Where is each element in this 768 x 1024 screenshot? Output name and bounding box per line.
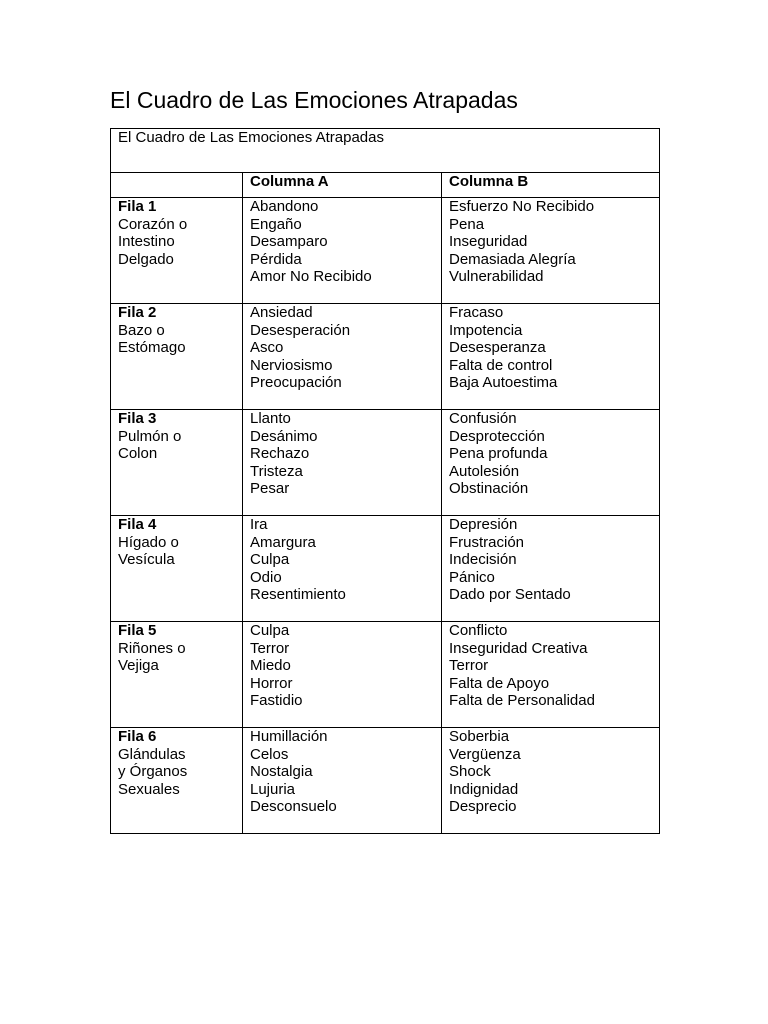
emotion-item: Pena [449, 215, 485, 233]
table-row [111, 728, 660, 834]
emotion-item: Indecisión [449, 551, 517, 568]
organ-text: Colon [118, 445, 158, 462]
emotion-item: Pánico [449, 568, 495, 586]
organ-text: Intestino [118, 233, 175, 250]
emotion-item: Ira [250, 516, 268, 533]
row-header-cell [111, 304, 243, 410]
organ-text: Bazo o [118, 321, 165, 339]
table-title: El Cuadro de Las Emociones Atrapadas [111, 129, 660, 173]
emotion-item: Horror [250, 674, 293, 692]
emotion-item: Dado por Sentado [449, 586, 571, 603]
organ-text: Corazón o [118, 215, 188, 233]
emotion-item: Desprecio [449, 798, 517, 815]
header-column-a: Columna A [243, 173, 442, 198]
organ-text: Vejiga [118, 657, 159, 674]
emotion-item: Desprotección [449, 427, 545, 445]
header-column-b: Columna B [442, 173, 660, 198]
organ-text: Sexuales [118, 780, 180, 798]
emotion-item: Soberbia [449, 728, 510, 745]
table-row [111, 304, 660, 410]
emotion-item: Falta de Apoyo [449, 674, 550, 692]
emotion-item: Terror [449, 657, 489, 674]
row-label: Fila 2 [118, 304, 157, 321]
column-b-cell [442, 198, 660, 304]
emotion-item: Vulnerabilidad [449, 268, 544, 285]
emotion-item: Engaño [250, 215, 302, 233]
emotion-item: Desesperanza [449, 339, 546, 356]
emotion-item: Culpa [250, 622, 290, 639]
table-header-row [111, 173, 660, 198]
emotion-item: Inseguridad Creativa [449, 639, 588, 657]
emotion-item: Desánimo [250, 427, 318, 445]
column-b-cell [442, 516, 660, 622]
organ-text: Pulmón o [118, 427, 182, 445]
organ-text: Estómago [118, 339, 186, 356]
emotion-item: Llanto [250, 410, 291, 427]
emotion-item: Nerviosismo [250, 356, 333, 374]
emotion-item: Celos [250, 745, 289, 763]
emotion-item: Obstinación [449, 480, 529, 497]
row-header-cell [111, 516, 243, 622]
emotion-item: Pena profunda [449, 445, 548, 462]
row-header-cell [111, 410, 243, 516]
emotion-item: Falta de Personalidad [449, 692, 595, 709]
emotion-item: Desamparo [250, 233, 328, 250]
organ-text: Riñones o [118, 639, 186, 657]
emotion-item: Pesar [250, 480, 290, 497]
emotion-item: Impotencia [449, 321, 523, 339]
emotion-item: Frustración [449, 533, 525, 551]
emotion-item: Baja Autoestima [449, 374, 558, 391]
page-title: El Cuadro de Las Emociones Atrapadas [110, 87, 518, 113]
emotion-item: Conflicto [449, 622, 508, 639]
organ-text: Hígado o [118, 533, 179, 551]
emotion-item: Desconsuelo [250, 798, 337, 815]
organ-text: Delgado [118, 250, 174, 268]
emotion-item: Culpa [250, 551, 290, 568]
column-a-cell [243, 198, 442, 304]
table-row [111, 198, 660, 304]
emotion-item: Amor No Recibido [250, 268, 372, 285]
row-label: Fila 1 [118, 198, 157, 215]
emotion-item: Desesperación [250, 321, 351, 339]
emotion-item: Humillación [250, 728, 328, 745]
emotion-item: Pérdida [250, 250, 302, 268]
organ-text: y Órganos [118, 763, 188, 780]
column-a-cell [243, 728, 442, 834]
row-header-cell [111, 198, 243, 304]
emotion-item: Resentimiento [250, 586, 346, 603]
emotion-item: Odio [250, 568, 282, 586]
emotion-item: Terror [250, 639, 290, 657]
emotion-item: Vergüenza [449, 745, 521, 763]
table-row [111, 516, 660, 622]
emotion-item: Amargura [250, 533, 316, 551]
emotion-item: Preocupación [250, 374, 342, 391]
organ-text: Glándulas [118, 745, 186, 763]
row-header-cell [111, 622, 243, 728]
row-label: Fila 5 [118, 622, 157, 639]
emotion-item: Demasiada Alegría [449, 250, 576, 268]
column-a-cell [243, 410, 442, 516]
emotion-item: Lujuria [250, 780, 296, 798]
emotion-item: Tristeza [250, 462, 303, 480]
emotion-item: Fracaso [449, 304, 504, 321]
column-b-cell [442, 410, 660, 516]
column-a-cell [243, 622, 442, 728]
row-header-cell [111, 728, 243, 834]
emotion-item: Ansiedad [250, 304, 313, 321]
emotion-item: Fastidio [250, 692, 303, 709]
emotion-item: Abandono [250, 198, 319, 215]
column-b-cell [442, 728, 660, 834]
row-label: Fila 6 [118, 728, 157, 745]
emotion-item: Indignidad [449, 780, 519, 798]
table-row [111, 622, 660, 728]
table-title-row [111, 129, 660, 173]
emotion-item: Asco [250, 339, 284, 356]
emotion-item: Nostalgia [250, 763, 313, 780]
column-a-cell [243, 516, 442, 622]
row-label: Fila 4 [118, 516, 157, 533]
header-empty [111, 173, 243, 198]
row-label: Fila 3 [118, 410, 157, 427]
emotion-item: Inseguridad [449, 233, 528, 250]
emotion-item: Autolesión [449, 462, 520, 480]
emotion-chart-table [110, 128, 660, 834]
column-b-cell [442, 622, 660, 728]
emotion-item: Shock [449, 763, 491, 780]
emotion-item: Rechazo [250, 445, 310, 462]
column-a-cell [243, 304, 442, 410]
organ-text: Vesícula [118, 551, 175, 568]
table-row [111, 410, 660, 516]
emotion-item: Falta de control [449, 356, 553, 374]
emotion-item: Miedo [250, 657, 291, 674]
emotion-item: Esfuerzo No Recibido [449, 198, 595, 215]
column-b-cell [442, 304, 660, 410]
emotion-item: Depresión [449, 516, 518, 533]
emotion-item: Confusión [449, 410, 517, 427]
